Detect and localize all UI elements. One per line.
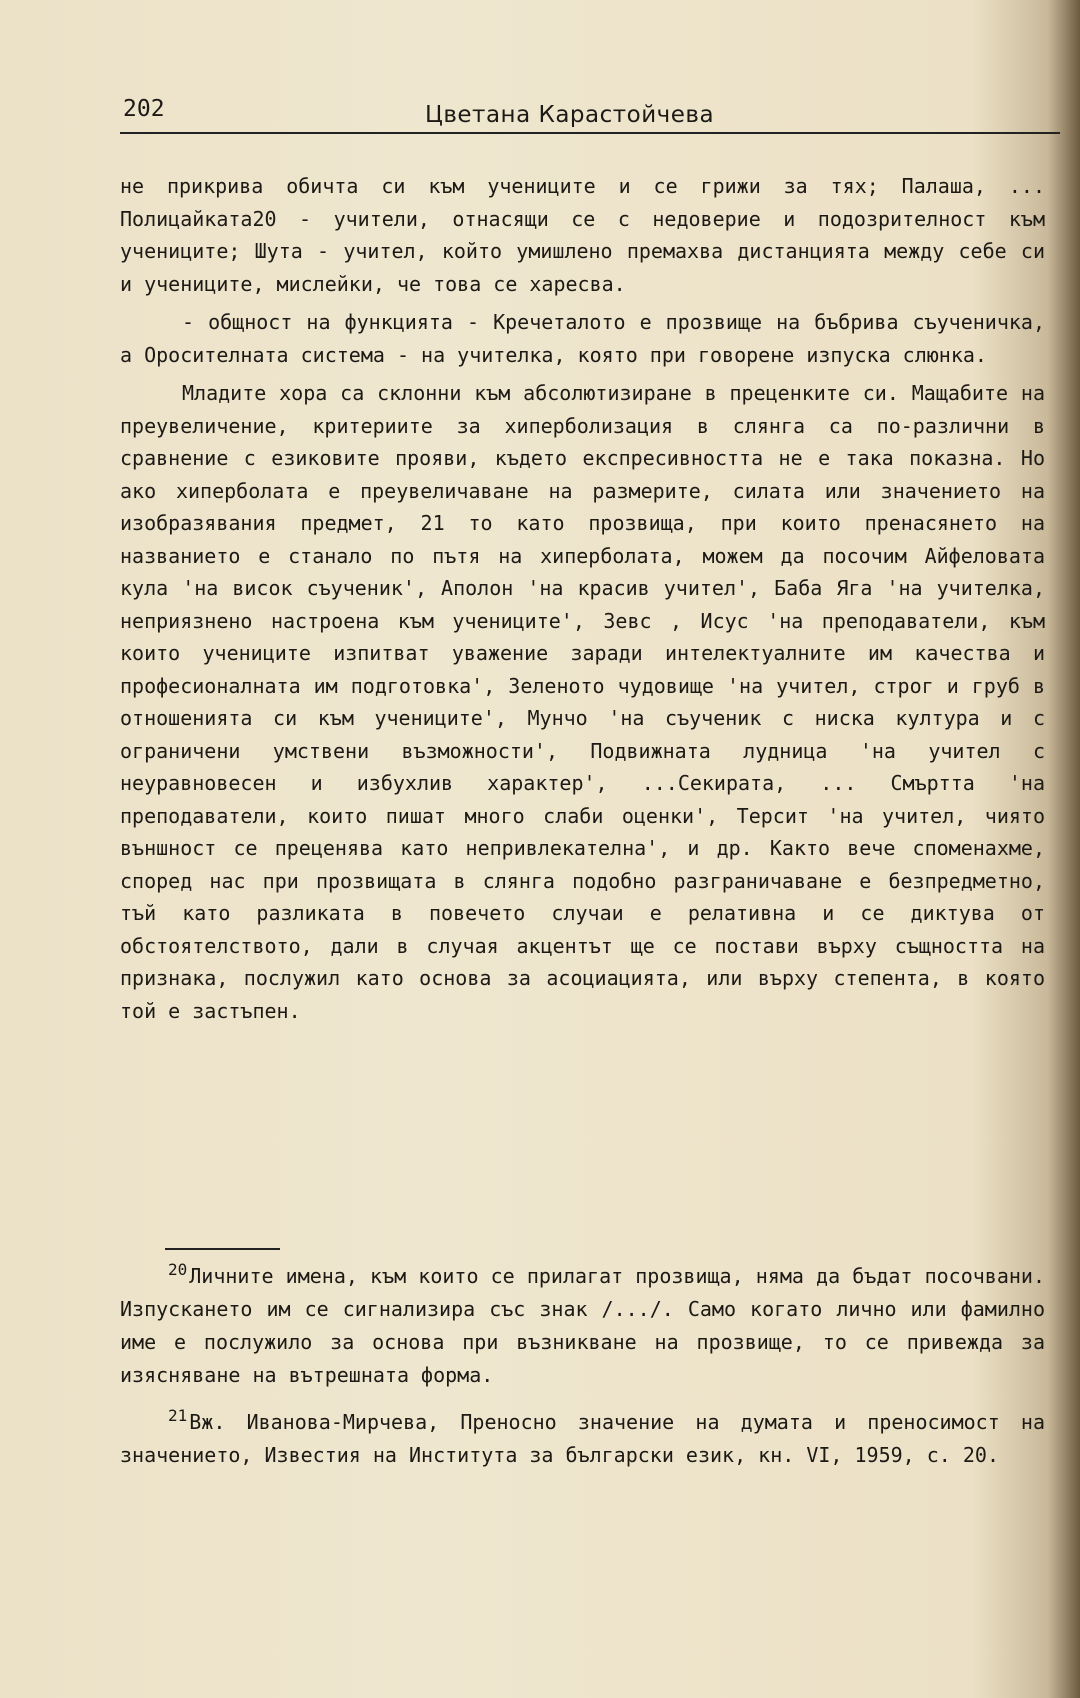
page-header (120, 96, 1060, 134)
paragraph-1: не прикрива обичта си към учениците и се грижи за тях; Палаша, ... Полицайката20 - учители, отнасящи се с недоверие и подозрителност към учениците; Шута - учител, който умишлено премахва дистанцията между себе си и учениците, мислейки, че това се харесва. (120, 174, 1058, 296)
footnote-text: Вж. Иванова-Мирчева, Преносно значение на думата и преносимост на значението, Известия на Института за български език, кн. VI, 1959, с. 20. (120, 1410, 1045, 1467)
paragraph-2: - общност на функцията - Кречеталото е прозвище на бъбрива съученичка, а Оросителната система - на учителка, която при говорене изпуска слюнка. (120, 310, 1058, 367)
footnote-divider (165, 1248, 280, 1250)
body-text (120, 170, 1058, 1027)
footnote-21 (120, 1406, 1045, 1472)
footnotes (120, 1260, 1045, 1486)
page-number: 202 (123, 96, 165, 122)
footnote-20 (120, 1260, 1045, 1392)
footnote-text: Личните имена, към които се прилагат прозвища, няма да бъдат посочвани. Изпускането им се сигнализира със знак /.../. Само когато лично или фамилно име е послужило за основа при възникване на прозвище, то се привежда за изясняване на вътрешната форма. (120, 1264, 1045, 1387)
footnote-number: 21 (168, 1406, 188, 1426)
footnote-number: 20 (168, 1260, 188, 1280)
paragraph-3: Младите хора са склонни към абсолютизиране в преценките си. Мащабите на преувеличение, критериите за хиперболизация в слянга са по-различни в сравнение с езиковите прояви, където експресивността не е така показна. Но ако хиперболата е преувеличаване на размерите, силата или значението на изобразявания предмет, 21 то като прозвища, при които пренасянето на названието е станало по пътя на хиперболата, можем да посочим Айфеловата кула 'на висок съученик', Аполон 'на красив учител', Баба Яга 'на учителка, неприязнено настроена към учениците', Зевс , Исус 'на преподаватели, към които учениците изпитват уважение заради интелектуалните им качества и професионалната им подготовка', Зеленото чудовище 'на учител, строг и груб в отношенията си към учениците', Мунчо 'на съученик с ниска култура и с ограничени умствени възможности', Подвижната лудница 'на учител с неуравновесен и избухлив характер', ...Секирата, ... Смъртта 'на преподаватели, които пишат много слаби оценки', Терсит 'на учител, чиято външност се преценява като непривлекателна', и др. Както вече споменахме, според нас при прозвищата в слянга подобно разграничаване е безпредметно, тъй като разликата в повечето случаи е релативна и се диктува от обстоятелството, дали в случая акцентът ще се постави върху същността на признака, послужил като основа за асоциацията, или върху степента, в която той е застъпен. (120, 381, 1058, 1023)
running-head: Цветана Карастойчева (425, 102, 715, 128)
